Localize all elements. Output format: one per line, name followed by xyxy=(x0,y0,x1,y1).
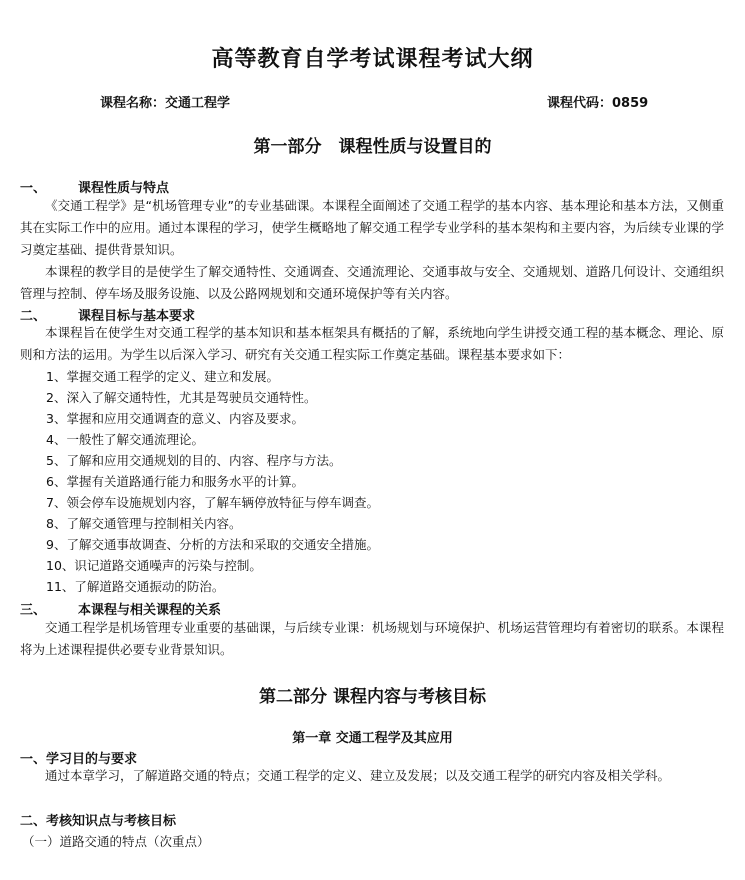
paragraph: 《交通工程学》是“机场管理专业”的专业基础课。本课程全面阐述了交通工程学的基本内容、基本理论和基本方法，又侧重其在实际工作中的应用。通过本课程的学习，使学生概略地了解交通工程学专业学科的基本架构和主要内容，为后续专业课的学习奠定基础、提供背景知识。 xyxy=(20,198,724,257)
knowledge-point: （一）道路交通的特点（次重点） xyxy=(22,834,210,849)
section-heading xyxy=(20,599,221,618)
section-heading xyxy=(20,177,169,196)
list-item: 4、一般性了解交通流理论。 xyxy=(46,432,204,447)
list-item: 8、了解交通管理与控制相关内容。 xyxy=(46,516,242,531)
part-two-title: 第二部分 课程内容与考核目标 xyxy=(259,687,486,707)
subsection-heading: 二、考核知识点与考核目标 xyxy=(20,814,177,829)
chapter-title: 第一章 交通工程学及其应用 xyxy=(292,731,453,746)
list-item: 9、了解交通事故调查、分析的方法和采取的交通安全措施。 xyxy=(46,537,379,552)
paragraph: 本课程的教学目的是使学生了解交通特性、交通调查、交通流理论、交通事故与安全、交通规划、道路几何设计、交通组织管理与控制、停车场及服务设施、以及公路网规划和交通环境保护等有关内容。 xyxy=(20,264,724,301)
list-item: 5、了解和应用交通规划的目的、内容、程序与方法。 xyxy=(46,453,342,468)
list-item: 6、掌握有关道路通行能力和服务水平的计算。 xyxy=(46,474,304,489)
paragraph: 交通工程学是机场管理专业重要的基础课，与后续专业课：机场规划与环境保护、机场运营管理均有着密切的联系。本课程将为上述课程提供必要专业背景知识。 xyxy=(20,620,724,657)
course-code: 课程代码：0859 xyxy=(547,96,649,111)
requirements-list xyxy=(46,366,379,597)
document-title: 高等教育自学考试课程考试大纲 xyxy=(211,47,534,72)
course-name: 课程名称：交通工程学 xyxy=(100,96,231,111)
paragraph: 通过本章学习，了解道路交通的特点；交通工程学的定义、建立及发展；以及交通工程学的研究内容及相关学科。 xyxy=(45,768,671,783)
list-item: 3、掌握和应用交通调查的意义、内容及要求。 xyxy=(46,411,304,426)
section-number: 二、 xyxy=(20,309,47,324)
section-title: 课程性质与特点 xyxy=(78,181,170,196)
subsection-heading: 一、学习目的与要求 xyxy=(20,752,138,767)
section-title: 课程目标与基本要求 xyxy=(78,309,196,324)
section-number: 一、 xyxy=(20,181,47,196)
list-item: 10、识记道路交通噪声的污染与控制。 xyxy=(46,558,262,573)
list-item: 7、领会停车设施规划内容，了解车辆停放特征与停车调查。 xyxy=(46,495,379,510)
list-item: 11、了解道路交通振动的防治。 xyxy=(46,579,225,594)
section-title: 本课程与相关课程的关系 xyxy=(78,603,222,618)
list-item: 1、掌握交通工程学的定义、建立和发展。 xyxy=(46,369,279,384)
list-item: 2、深入了解交通特性，尤其是驾驶员交通特性。 xyxy=(46,390,317,405)
part-one-title: 第一部分 课程性质与设置目的 xyxy=(253,137,492,157)
section-number: 三、 xyxy=(20,603,47,618)
paragraph: 本课程旨在使学生对交通工程学的基本知识和基本框架具有概括的了解，系统地向学生讲授交通工程的基本概念、理论、原则和方法的运用。为学生以后深入学习、研究有关交通工程实际工作奠定基础。课程基本要求如下： xyxy=(20,325,724,362)
